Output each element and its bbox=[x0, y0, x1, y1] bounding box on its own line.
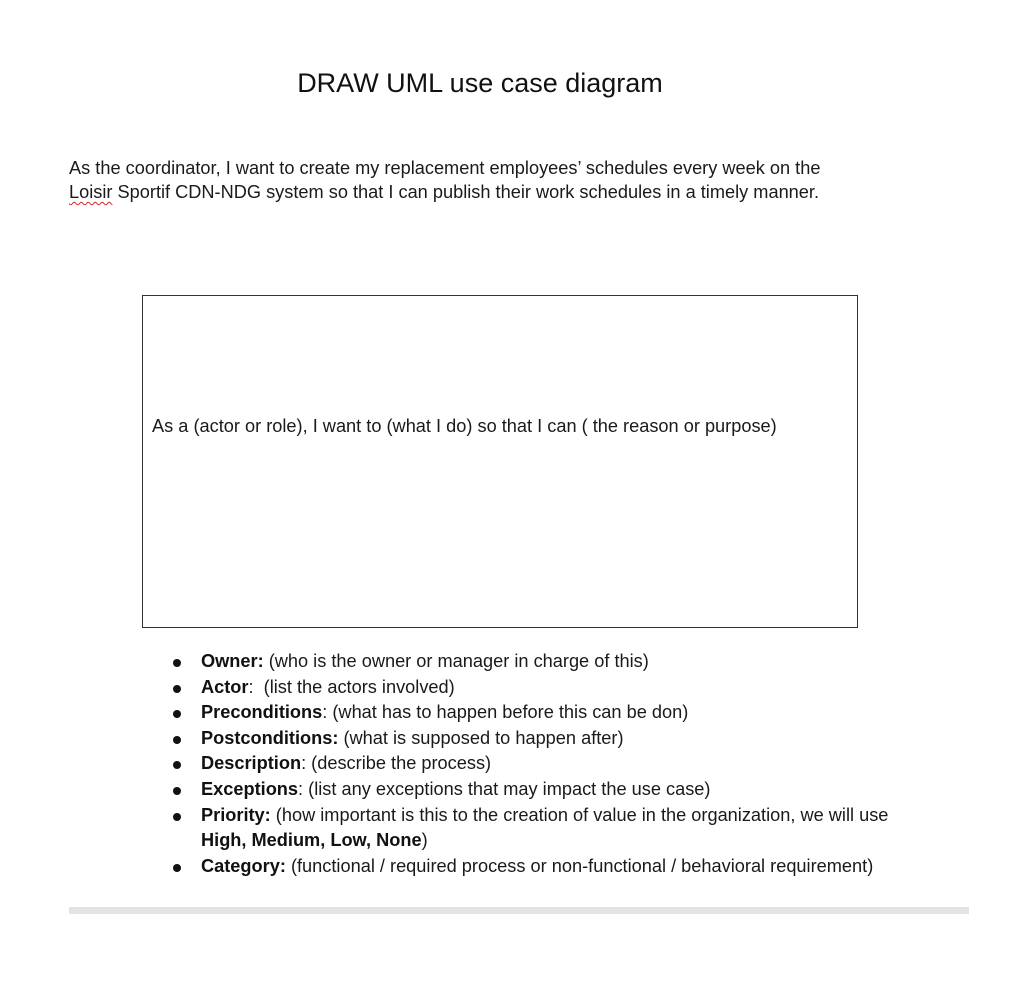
page-divider bbox=[69, 907, 969, 914]
bullet-dot-icon bbox=[173, 736, 181, 744]
user-story-line-1: As the coordinator, I want to create my replacement employees’ schedules every week on the bbox=[69, 158, 821, 178]
field-description: : (list the actors involved) bbox=[248, 676, 455, 697]
list-item-description bbox=[173, 751, 913, 777]
field-description: (what is supposed to happen after) bbox=[338, 727, 624, 748]
use-case-field-list bbox=[173, 649, 913, 879]
field-description: (who is the owner or manager in charge of this) bbox=[263, 651, 649, 671]
field-label: Exceptions bbox=[201, 778, 299, 799]
list-item-priority bbox=[173, 803, 913, 854]
field-description: (how important is this to the creation of value in the organization, we will use bbox=[270, 804, 889, 825]
list-item-exceptions bbox=[173, 777, 913, 803]
field-description: : (what has to happen before this can be don) bbox=[322, 702, 689, 723]
list-item-category bbox=[173, 854, 913, 880]
list-item-actor bbox=[173, 675, 913, 701]
user-story-line-2: Sportif CDN-NDG system so that I can publish their work schedules in a timely manner. bbox=[112, 182, 820, 202]
list-item-preconditions bbox=[173, 700, 913, 726]
document-title: DRAW UML use case diagram bbox=[297, 68, 663, 98]
bullet-dot-icon bbox=[173, 864, 181, 872]
field-label: Postconditions: bbox=[201, 727, 339, 748]
use-case-diagram-box bbox=[142, 295, 858, 628]
field-description: : (list any exceptions that may impact the use case) bbox=[298, 778, 711, 799]
field-label: Actor bbox=[201, 676, 249, 697]
field-label: Description bbox=[201, 753, 302, 774]
priority-levels: High, Medium, Low, None bbox=[201, 830, 422, 851]
field-description: (functional / required process or non-functional / behavioral requirement) bbox=[285, 855, 874, 876]
spellcheck-flagged-word[interactable]: Loisir bbox=[69, 182, 113, 202]
list-item-postconditions bbox=[173, 726, 913, 752]
field-description-end: ) bbox=[421, 830, 428, 851]
field-label: Owner: bbox=[201, 651, 264, 671]
bullet-dot-icon bbox=[173, 659, 181, 667]
bullet-dot-icon bbox=[173, 710, 181, 718]
field-description: : (describe the process) bbox=[301, 753, 492, 774]
field-label: Preconditions bbox=[201, 702, 323, 723]
bullet-dot-icon bbox=[173, 813, 181, 821]
bullet-dot-icon bbox=[173, 685, 181, 693]
user-story-paragraph bbox=[69, 156, 949, 204]
bullet-dot-icon bbox=[173, 761, 181, 769]
story-template-text: As a (actor or role), I want to (what I do) so that I can ( the reason or purpose) bbox=[152, 416, 777, 436]
field-label: Category: bbox=[201, 855, 286, 876]
list-item-owner bbox=[173, 649, 913, 675]
bullet-dot-icon bbox=[173, 787, 181, 795]
field-label: Priority: bbox=[201, 804, 271, 825]
